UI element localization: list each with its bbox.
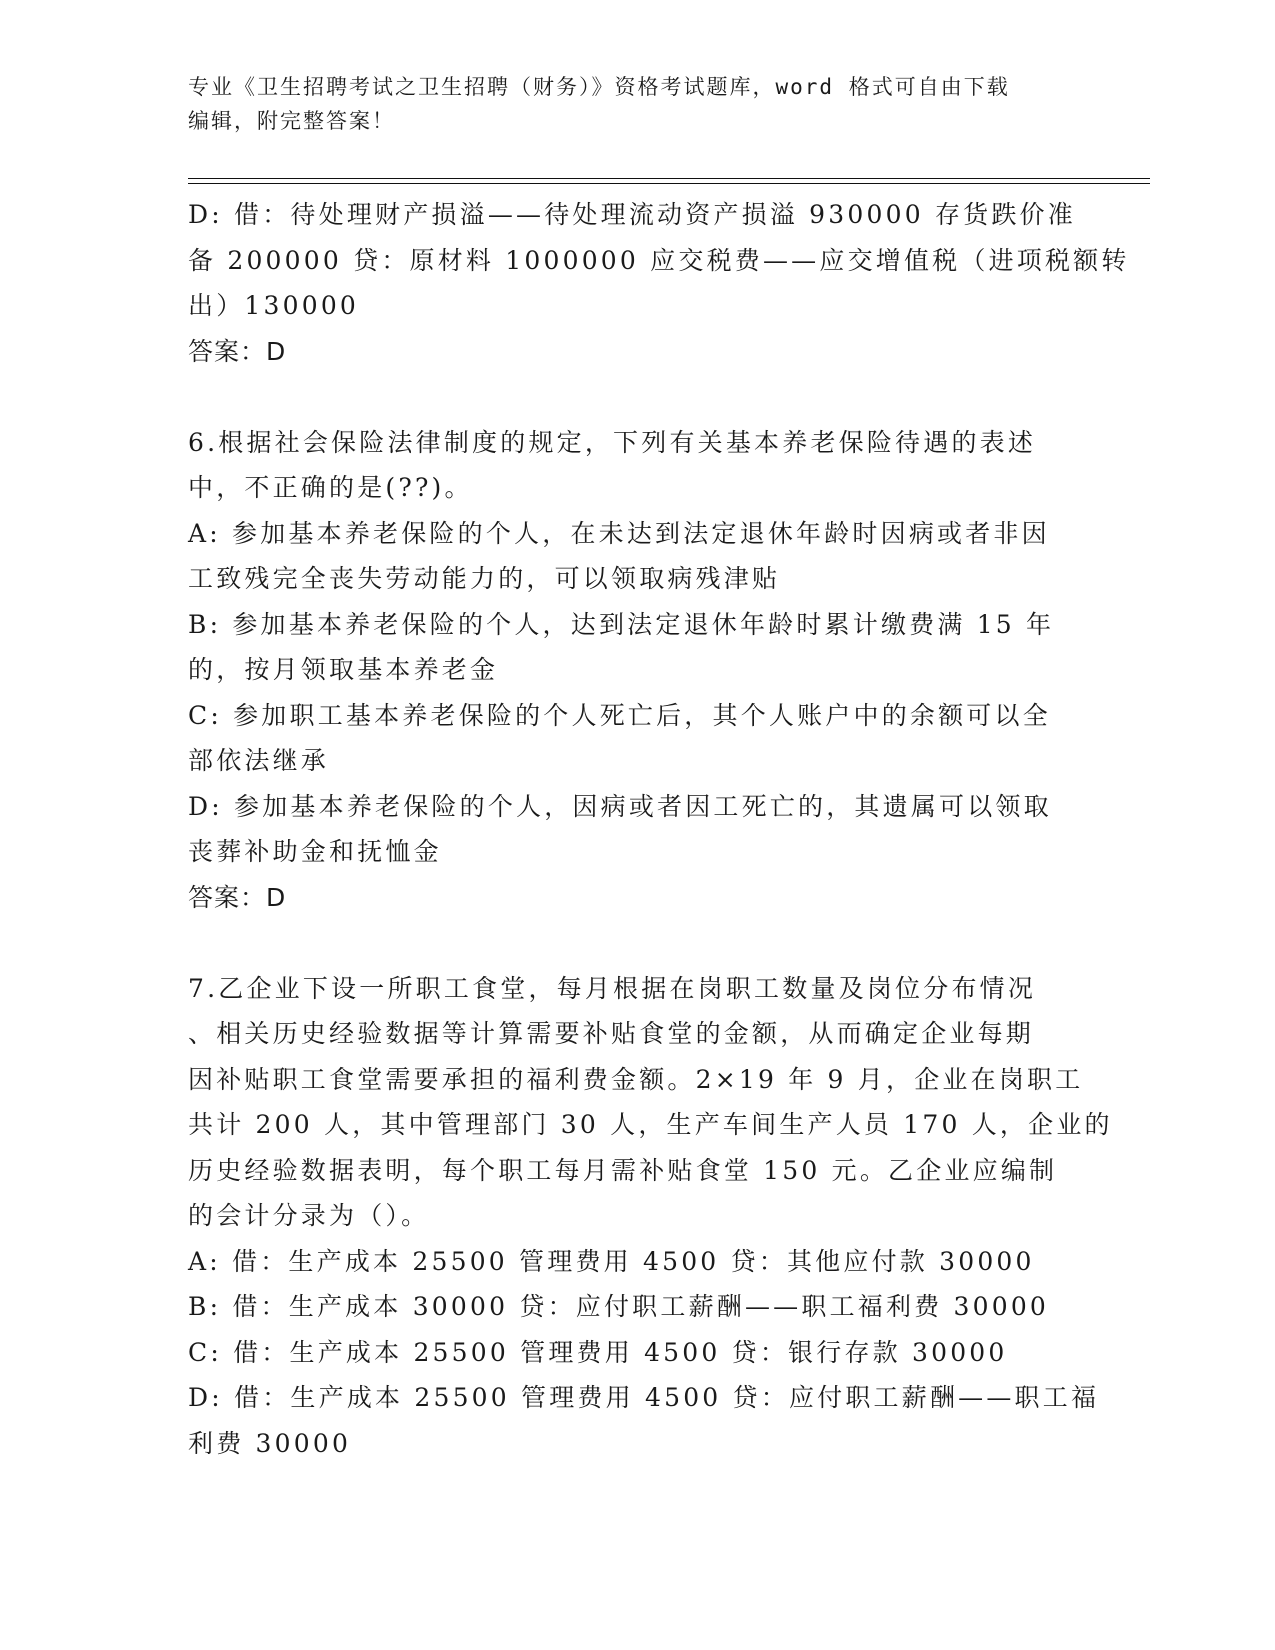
header-line: 编辑，附完整答案！ bbox=[188, 109, 395, 133]
option-line: 利费 30000 bbox=[188, 1428, 352, 1458]
q5-option-d bbox=[188, 192, 1130, 329]
option-line: 出）130000 bbox=[188, 291, 360, 320]
q7-stem bbox=[188, 966, 1113, 1239]
q6-answer: 答案：D bbox=[188, 882, 287, 912]
option-line: C: 借：生产成本 25500 管理费用 4500 贷：银行存款 30000 bbox=[188, 1337, 1008, 1367]
q7-option-d bbox=[188, 1375, 1108, 1466]
option-line: D: 借：生产成本 25500 管理费用 4500 贷：应付职工薪酬——职工福 bbox=[188, 1383, 1100, 1412]
stem-line: 6.根据社会保险法律制度的规定，下列有关基本养老保险待遇的表述 bbox=[188, 427, 1037, 457]
question-content bbox=[188, 192, 1130, 1466]
q6-option-b bbox=[188, 602, 1108, 693]
option-line: 工致残完全丧失劳动能力的，可以领取病残津贴 bbox=[188, 564, 781, 593]
header-line: 专业《卫生招聘考试之卫生招聘（财务）》资格考试题库，word 格式可自由下载 bbox=[188, 75, 1010, 99]
stem-line: 因补贴职工食堂需要承担的福利费金额。2×19 年 9 月，企业在岗职工 bbox=[188, 1064, 1084, 1094]
q5-answer: 答案：D bbox=[188, 336, 287, 366]
option-line: 丧葬补助金和抚恤金 bbox=[188, 837, 442, 866]
header-rule-bottom bbox=[188, 183, 1150, 184]
q6-option-d bbox=[188, 784, 1108, 875]
page-header bbox=[188, 70, 1068, 138]
q7-option-a bbox=[188, 1239, 1108, 1285]
stem-line: 、相关历史经验数据等计算需要补贴食堂的金额，从而确定企业每期 bbox=[188, 1019, 1035, 1048]
stem-line: 历史经验数据表明，每个职工每月需补贴食堂 150 元。乙企业应编制 bbox=[188, 1155, 1058, 1185]
spacer bbox=[188, 920, 1108, 966]
option-line: A: 借：生产成本 25500 管理费用 4500 贷：其他应付款 30000 bbox=[188, 1246, 1035, 1276]
q6-option-a bbox=[188, 511, 1108, 602]
stem-line: 7.乙企业下设一所职工食堂，每月根据在岗职工数量及岗位分布情况 bbox=[188, 973, 1037, 1003]
option-line: B: 借：生产成本 30000 贷：应付职工薪酬——职工福利费 30000 bbox=[188, 1292, 1050, 1321]
header-rule-top bbox=[188, 178, 1150, 179]
q7-option-b bbox=[188, 1284, 1108, 1330]
option-line: A: 参加基本养老保险的个人，在未达到法定退休年龄时因病或者非因 bbox=[188, 518, 1050, 548]
option-line: D: 借：待处理财产损溢——待处理流动资产损溢 930000 存货跌价准 bbox=[188, 200, 1076, 229]
spacer bbox=[188, 374, 1108, 420]
stem-line: 的会计分录为（）。 bbox=[188, 1201, 430, 1230]
option-line: 部依法继承 bbox=[188, 746, 330, 775]
q7-option-c bbox=[188, 1330, 1108, 1376]
stem-line: 共计 200 人，其中管理部门 30 人，生产车间生产人员 170 人，企业的 bbox=[188, 1110, 1113, 1139]
q6-option-c bbox=[188, 693, 1108, 784]
option-line: 的，按月领取基本养老金 bbox=[188, 655, 499, 684]
option-line: D: 参加基本养老保险的个人，因病或者因工死亡的，其遗属可以领取 bbox=[188, 791, 1052, 821]
q6-stem bbox=[188, 420, 1108, 511]
option-line: 备 200000 贷：原材料 1000000 应交税费——应交增值税（进项税额转 bbox=[188, 245, 1130, 275]
option-line: B: 参加基本养老保险的个人，达到法定退休年龄时累计缴费满 15 年 bbox=[188, 609, 1055, 639]
option-line: C: 参加职工基本养老保险的个人死亡后，其个人账户中的余额可以全 bbox=[188, 700, 1051, 730]
stem-line: 中，不正确的是(??)。 bbox=[188, 473, 473, 502]
